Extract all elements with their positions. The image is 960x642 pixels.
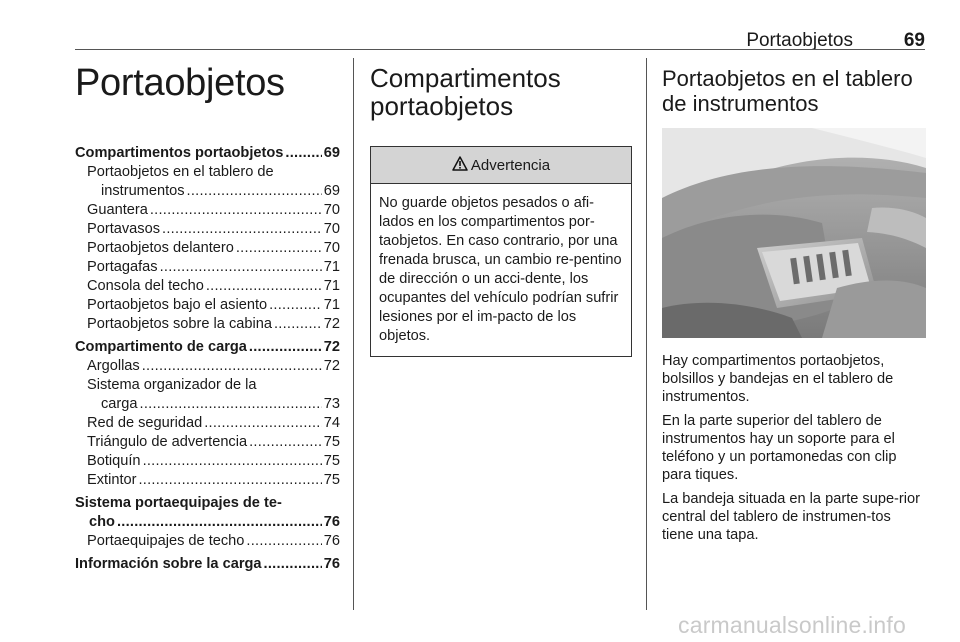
toc-entry-label: Portaobjetos en el tablero de [87,164,274,180]
header-divider [75,49,925,50]
toc-entry-label: Sistema organizador de la [87,377,257,393]
toc-entry[interactable] [75,182,340,201]
toc-entry-label: instrumentos [101,183,185,199]
toc-leader-dots [246,532,321,551]
toc-entry-label: Botiquín [87,453,141,469]
body-paragraph: La bandeja situada en la parte supe-rior central del tablero de instrumen-tos tiene una tapa. [662,491,920,543]
toc-entry-label: Consola del techo [87,278,204,294]
toc-entry[interactable] [75,338,340,357]
section-title-line-1: Portaobjetos en el tablero [662,66,913,91]
table-of-contents [75,144,340,574]
toc-leader-dots [187,182,322,201]
toc-entry[interactable] [75,315,340,334]
page-number: 69 [903,30,925,51]
toc-entry[interactable] [75,532,340,551]
toc-entry-label: Sistema portaequipajes de te- [75,495,282,511]
toc-entry-page: 76 [323,556,340,572]
dashboard-storage-photo [662,128,926,338]
toc-leader-dots [206,277,322,296]
toc-leader-dots [150,201,322,220]
section-title-line-2: de instrumentos [662,91,819,116]
toc-entry-label: Información sobre la carga [75,556,262,572]
warning-header [371,147,631,184]
toc-entry[interactable] [75,395,340,414]
toc-leader-dots [204,414,322,433]
toc-entry[interactable] [75,414,340,433]
toc-leader-dots [160,258,322,277]
toc-entry-label: Portaobjetos delantero [87,240,234,256]
toc-entry[interactable] [75,201,340,220]
toc-entry-label: Red de seguridad [87,415,203,431]
toc-entry-page: 74 [323,415,340,431]
section-title-line-2: portaobjetos [370,91,514,121]
toc-leader-dots [143,452,322,471]
toc-entry-label: Argollas [87,358,140,374]
toc-entry[interactable] [75,452,340,471]
section-title [662,66,926,116]
toc-entry[interactable] [75,258,340,277]
section-title-line-1: Compartimentos [370,63,561,93]
toc-entry-label: Compartimentos portaobjetos [75,145,284,161]
toc-entry-page: 71 [323,259,340,275]
warning-text: No guarde objetos pesados o afi-lados en los compartimentos por-taobjetos. En caso contrario, por una frenada brusca, un cambio re-pentino de dirección o un acci-dente, los ocupantes del vehículo podrían sufrir lesiones por el im-pacto de los objetos. [379,195,622,344]
toc-entry[interactable] [75,220,340,239]
toc-entry-label: Portaobjetos bajo el asiento [87,297,268,313]
toc-leader-dots [138,471,321,490]
toc-entry-page: 69 [323,145,340,161]
toc-entry[interactable] [75,471,340,490]
dashboard-storage-section [662,66,926,550]
toc-leader-dots [249,338,322,357]
toc-entry-label: Portavasos [87,221,161,237]
storage-section [370,64,632,357]
toc-entry-label: Guantera [87,202,148,218]
toc-entry-page: 70 [323,240,340,256]
toc-entry-page: 71 [323,278,340,294]
toc-entry-label: Portaobjetos sobre la cabina [87,316,272,332]
toc-entry[interactable] [75,357,340,376]
toc-column [75,62,340,574]
toc-leader-dots [285,144,321,163]
toc-leader-dots [162,220,322,239]
column-divider-2 [646,58,647,610]
watermark: carmanualsonline.info [678,612,906,638]
toc-entry-page: 75 [323,434,340,450]
toc-entry[interactable] [75,144,340,163]
toc-entry-page: 75 [323,453,340,469]
toc-entry-page: 69 [323,183,340,199]
toc-entry-label: cho [89,514,115,530]
toc-entry-page: 75 [323,472,340,488]
toc-entry-label: Extintor [87,472,137,488]
section-title [370,64,632,120]
toc-entry-page: 76 [323,533,340,549]
header-title: Portaobjetos [746,30,853,51]
toc-entry-label: Triángulo de advertencia [87,434,248,450]
toc-entry[interactable] [75,433,340,452]
toc-entry[interactable] [75,555,340,574]
toc-entry-page: 70 [323,221,340,237]
body-paragraph: En la parte superior del tablero de instrumentos hay un soporte para el teléfono y un portamonedas con clip para tiques. [662,413,897,483]
toc-entry-page: 72 [323,339,340,355]
toc-entry[interactable] [75,239,340,258]
toc-leader-dots [249,433,322,452]
toc-entry[interactable] [75,277,340,296]
toc-leader-dots [142,357,322,376]
warning-triangle-icon [452,156,468,175]
toc-entry-label: carga [101,396,138,412]
toc-entry-page: 76 [323,514,340,530]
toc-entry-page: 71 [323,297,340,313]
toc-entry-page: 72 [323,358,340,374]
toc-entry-page: 72 [323,316,340,332]
toc-leader-dots [117,513,322,532]
warning-heading: Advertencia [470,156,551,174]
toc-entry-page: 70 [323,202,340,218]
toc-entry[interactable] [75,296,340,315]
body-paragraph: Hay compartimentos portaobjetos, bolsillos y bandejas en el tablero de instrumentos. [662,353,894,405]
toc-leader-dots [269,296,322,315]
section-body [662,352,926,544]
chapter-title: Portaobjetos [75,62,285,104]
toc-leader-dots [236,239,322,258]
toc-leader-dots [274,315,322,334]
toc-entry-label: Portaequipajes de techo [87,533,245,549]
toc-leader-dots [140,395,322,414]
toc-entry-label: Portagafas [87,259,158,275]
warning-box [370,146,632,357]
toc-leader-dots [264,555,322,574]
toc-entry-label: Compartimento de carga [75,339,247,355]
column-divider-1 [353,58,354,610]
toc-entry-page: 73 [323,396,340,412]
toc-entry[interactable] [75,513,340,532]
